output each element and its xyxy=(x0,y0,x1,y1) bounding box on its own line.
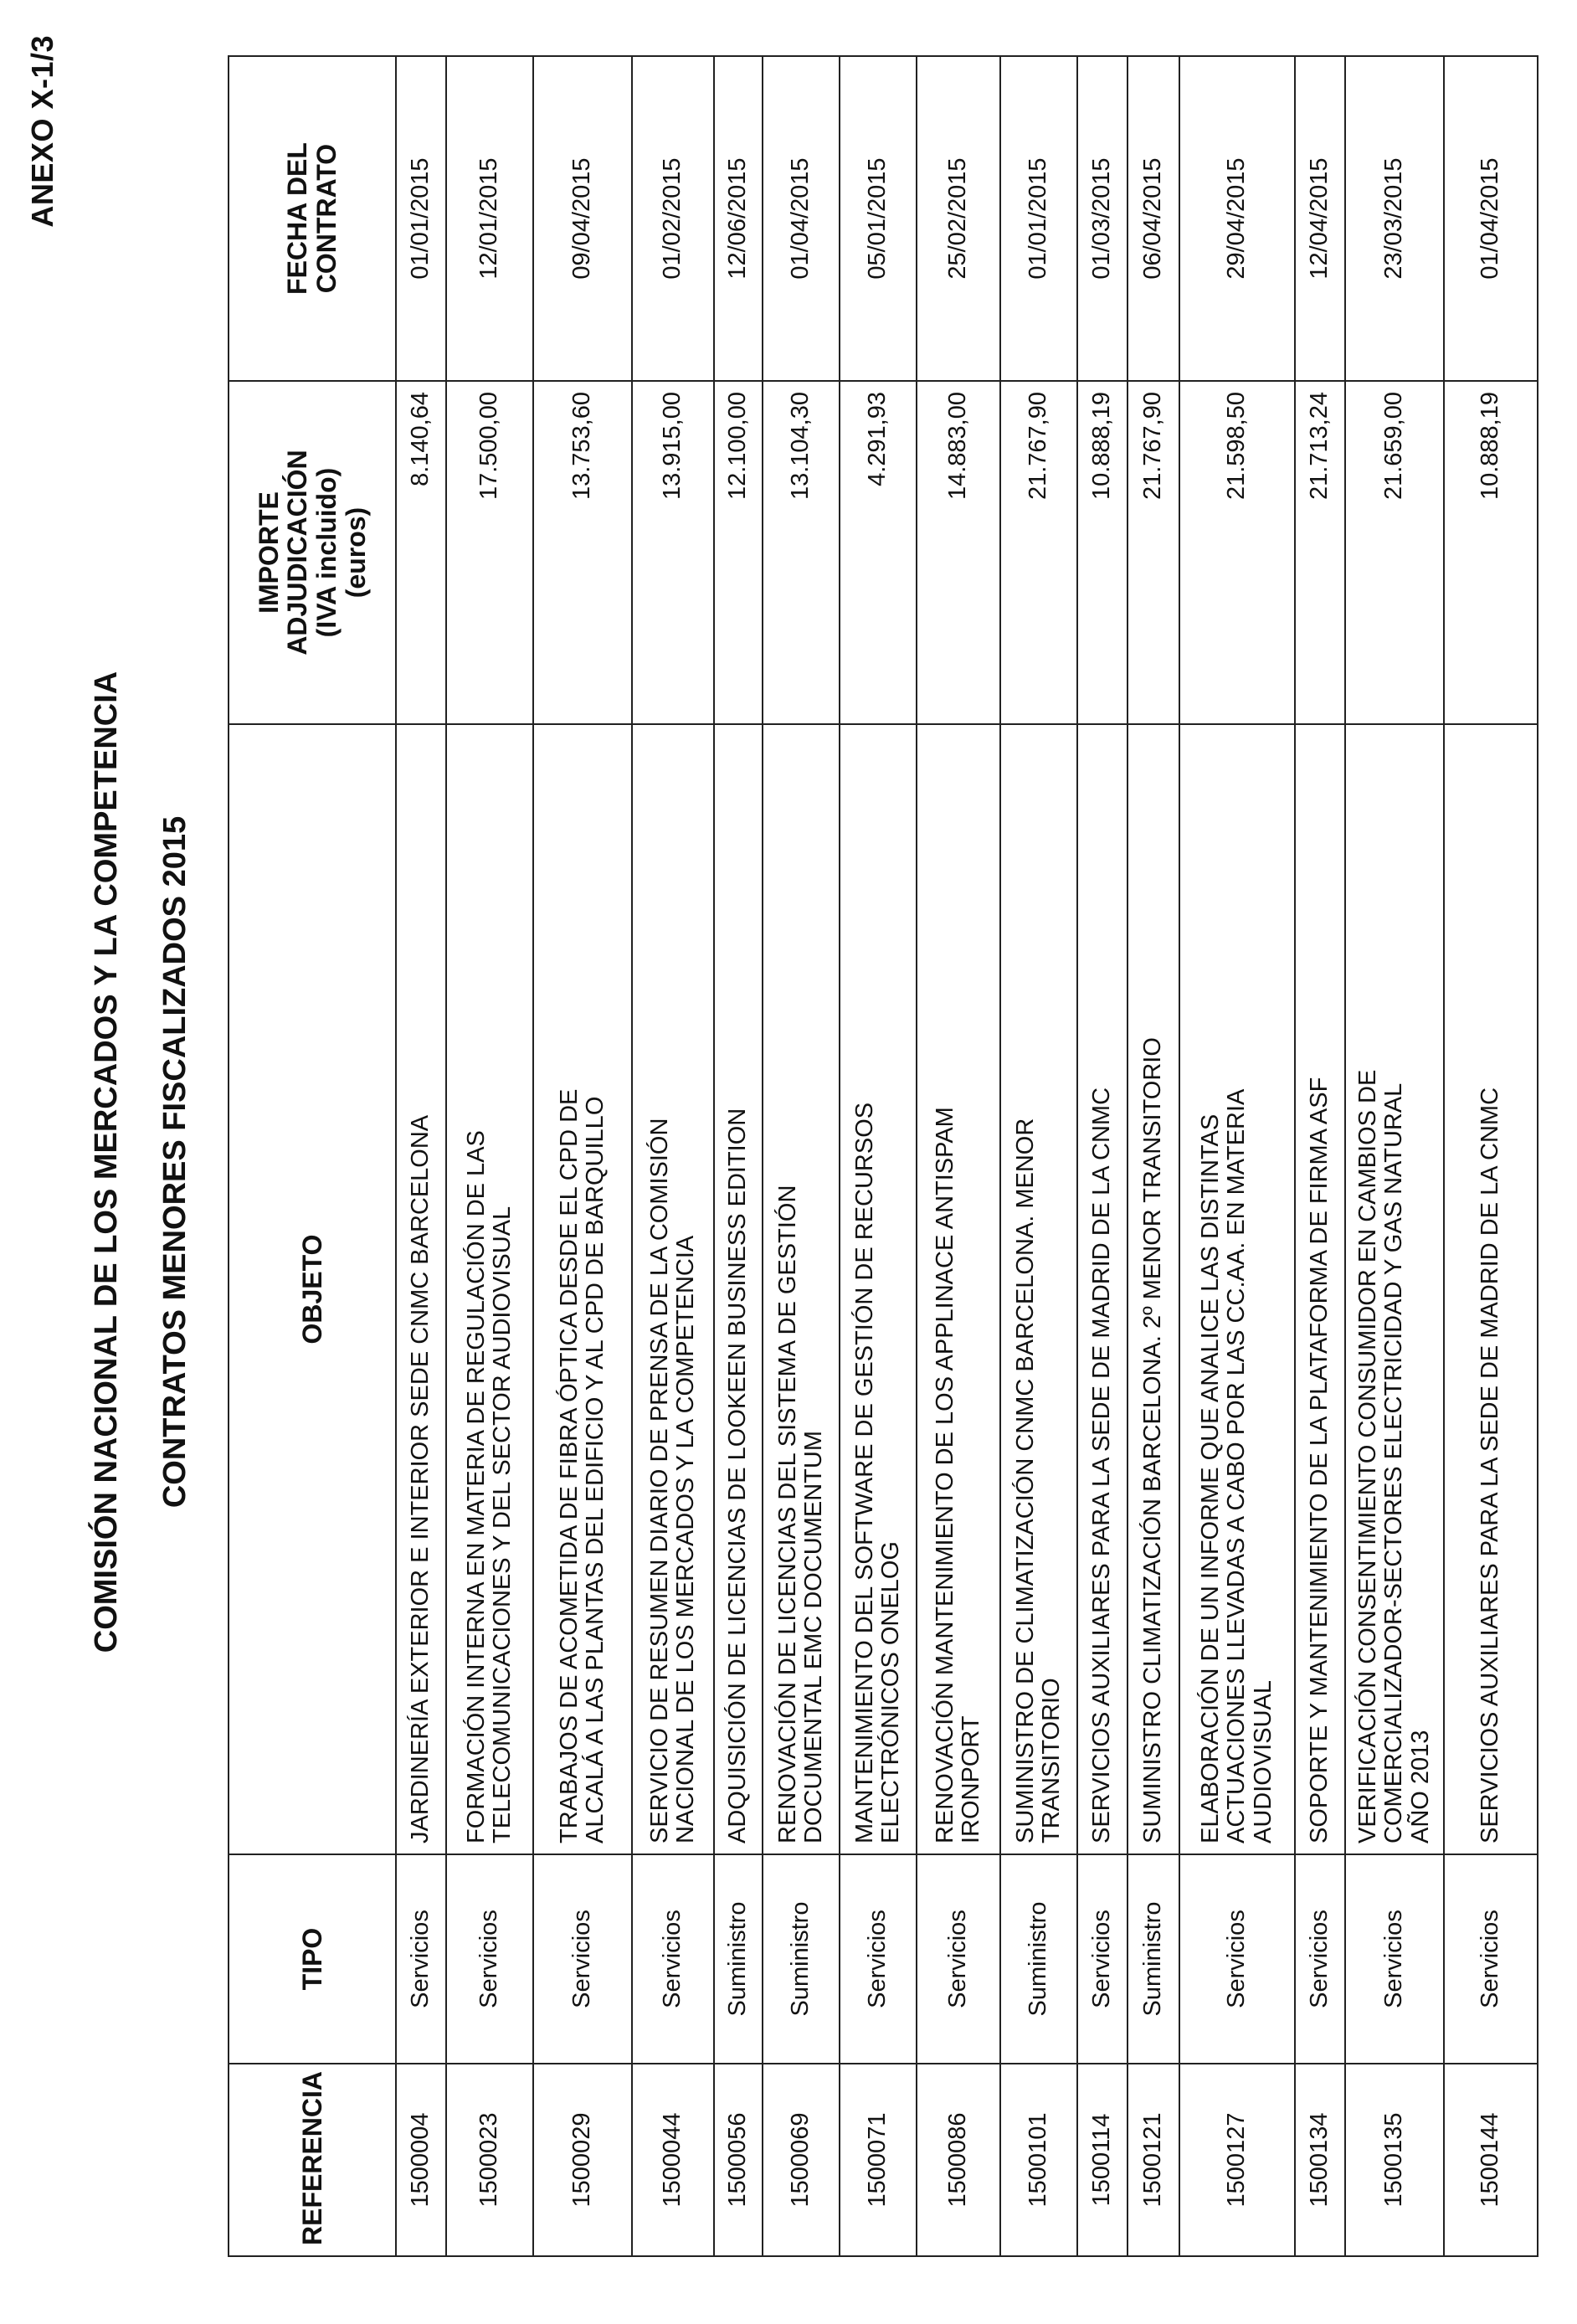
cell-objeto xyxy=(396,724,446,1854)
table-row xyxy=(446,56,533,2256)
cell-tipo: Servicios xyxy=(533,1854,632,2064)
objeto-line: JARDINERÍA EXTERIOR E INTERIOR SEDE CNMC BARCELONA xyxy=(407,1114,434,1843)
header-importe-line: (euros) xyxy=(340,506,371,599)
header-importe xyxy=(229,381,396,724)
objeto-line: NACIONAL DE LOS MERCADOS Y LA COMPETENCIA xyxy=(672,1235,699,1843)
objeto-line: TRABAJOS DE ACOMETIDA DE FIBRA ÓPTICA DESDE EL CPD DE xyxy=(555,1088,583,1843)
cell-importe: 4.291,93 xyxy=(840,381,917,724)
cell-referencia: 1500023 xyxy=(446,2064,533,2256)
cell-objeto xyxy=(714,724,763,1854)
cell-tipo: Servicios xyxy=(917,1854,1000,2064)
contracts-table xyxy=(228,55,1538,2257)
table-row xyxy=(1179,56,1295,2256)
cell-referencia: 1500127 xyxy=(1179,2064,1295,2256)
cell-objeto xyxy=(533,724,632,1854)
header-tipo: TIPO xyxy=(229,1854,396,2064)
cell-referencia: 1500134 xyxy=(1295,2064,1345,2256)
cell-importe: 21.767,90 xyxy=(1000,381,1077,724)
cell-referencia: 1500135 xyxy=(1345,2064,1444,2256)
cell-referencia: 1500101 xyxy=(1000,2064,1077,2256)
cell-objeto xyxy=(840,724,917,1854)
annex-label: ANEXO X-1/3 xyxy=(25,35,59,228)
cell-tipo: Servicios xyxy=(1179,1854,1295,2064)
objeto-line: ELABORACIÓN DE UN INFORME QUE ANALICE LAS DISTINTAS xyxy=(1197,1113,1225,1843)
page-heading: COMISIÓN NACIONAL DE LOS MERCADOS Y LA COMPETENCIA xyxy=(89,671,124,1653)
cell-objeto xyxy=(1345,724,1444,1854)
objeto-line: SUMINISTRO DE CLIMATIZACIÓN CNMC BARCELONA. MENOR xyxy=(1011,1118,1039,1843)
cell-tipo: Servicios xyxy=(1295,1854,1345,2064)
cell-fecha: 25/02/2015 xyxy=(917,56,1000,381)
cell-importe: 13.104,30 xyxy=(763,381,840,724)
cell-tipo: Servicios xyxy=(1077,1854,1128,2064)
header-fecha-line: CONTRATO xyxy=(311,143,342,294)
cell-fecha: 06/04/2015 xyxy=(1128,56,1179,381)
cell-referencia: 1500144 xyxy=(1444,2064,1538,2256)
objeto-line: FORMACIÓN INTERNA EN MATERIA DE REGULACIÓN DE LAS xyxy=(462,1130,490,1843)
cell-importe: 10.888,19 xyxy=(1444,381,1538,724)
objeto-line: RENOVACIÓN DE LICENCIAS DEL SISTEMA DE GESTIÓN xyxy=(773,1185,801,1843)
cell-fecha: 05/01/2015 xyxy=(840,56,917,381)
objeto-line: ALCALÁ A LAS PLANTAS DEL EDIFICIO Y AL CPD DE BARQUILLO xyxy=(582,1096,609,1843)
table-row xyxy=(632,56,714,2256)
cell-referencia: 1500004 xyxy=(396,2064,446,2256)
cell-tipo: Servicios xyxy=(396,1854,446,2064)
cell-tipo: Suministro xyxy=(1128,1854,1179,2064)
cell-referencia: 1500069 xyxy=(763,2064,840,2256)
objeto-line: SERVICIOS AUXILIARES PARA LA SEDE DE MADRID DE LA CNMC xyxy=(1477,1087,1504,1843)
cell-importe: 14.883,00 xyxy=(917,381,1000,724)
cell-tipo: Servicios xyxy=(1444,1854,1538,2064)
cell-referencia: 1500029 xyxy=(533,2064,632,2256)
cell-referencia: 1500056 xyxy=(714,2064,763,2256)
cell-fecha: 09/04/2015 xyxy=(533,56,632,381)
cell-importe: 13.753,60 xyxy=(533,381,632,724)
header-referencia: REFERENCIA xyxy=(229,2064,396,2256)
cell-tipo: Suministro xyxy=(714,1854,763,2064)
table-row xyxy=(1128,56,1179,2256)
objeto-line: AUDIOVISUAL xyxy=(1249,1680,1276,1843)
objeto-line: ACTUACIONES LLEVADAS A CABO POR LAS CC.AA. EN MATERIA xyxy=(1223,1088,1251,1843)
cell-fecha: 01/01/2015 xyxy=(1000,56,1077,381)
objeto-line: RENOVACIÓN MANTENIMIENTO DE LOS APPLINACE ANTISPAM xyxy=(931,1107,958,1843)
cell-tipo: Suministro xyxy=(763,1854,840,2064)
table-row xyxy=(1345,56,1444,2256)
objeto-line: IRONPORT xyxy=(958,1715,984,1843)
cell-fecha: 01/03/2015 xyxy=(1077,56,1128,381)
cell-importe: 13.915,00 xyxy=(632,381,714,724)
cell-objeto xyxy=(1128,724,1179,1854)
header-importe-line: ADJUDICACIÓN xyxy=(282,450,313,656)
table-row xyxy=(533,56,632,2256)
cell-importe: 21.659,00 xyxy=(1345,381,1444,724)
cell-fecha: 01/04/2015 xyxy=(763,56,840,381)
header-fecha-line: FECHA DEL xyxy=(282,142,313,295)
cell-importe: 21.598,50 xyxy=(1179,381,1295,724)
cell-objeto xyxy=(1295,724,1345,1854)
table-row xyxy=(840,56,917,2256)
table-row xyxy=(1077,56,1128,2256)
objeto-line: MANTENIMIENTO DEL SOFTWARE DE GESTIÓN DE RECURSOS xyxy=(850,1102,878,1843)
objeto-line: TRANSITORIO xyxy=(1038,1678,1065,1843)
cell-objeto xyxy=(446,724,533,1854)
table-header-row xyxy=(229,56,396,2256)
cell-objeto xyxy=(1077,724,1128,1854)
objeto-line: SERVICIO DE RESUMEN DIARIO DE PRENSA DE LA COMISIÓN xyxy=(645,1118,673,1843)
cell-objeto xyxy=(1444,724,1538,1854)
cell-objeto xyxy=(632,724,714,1854)
cell-fecha: 29/04/2015 xyxy=(1179,56,1295,381)
cell-importe: 21.713,24 xyxy=(1295,381,1345,724)
table-row xyxy=(1000,56,1077,2256)
objeto-line: DOCUMENTAL EMC DOCUMENTUM xyxy=(800,1431,827,1843)
table-row xyxy=(763,56,840,2256)
cell-objeto xyxy=(1179,724,1295,1854)
objeto-line: SOPORTE Y MANTENIMIENTO DE LA PLATAFORMA DE FIRMA ASF xyxy=(1306,1077,1333,1843)
cell-importe: 12.100,00 xyxy=(714,381,763,724)
cell-tipo: Servicios xyxy=(632,1854,714,2064)
header-importe-line: IMPORTE xyxy=(253,491,284,614)
header-importe-line: (IVA incluido) xyxy=(311,467,342,638)
table-row xyxy=(1295,56,1345,2256)
cell-fecha: 23/03/2015 xyxy=(1345,56,1444,381)
cell-tipo: Servicios xyxy=(446,1854,533,2064)
cell-fecha: 01/01/2015 xyxy=(396,56,446,381)
objeto-line: TELECOMUNICACIONES Y DEL SECTOR AUDIOVISUAL xyxy=(489,1206,516,1843)
header-objeto: OBJETO xyxy=(229,724,396,1854)
cell-importe: 21.767,90 xyxy=(1128,381,1179,724)
cell-fecha: 01/04/2015 xyxy=(1444,56,1538,381)
cell-referencia: 1500086 xyxy=(917,2064,1000,2256)
objeto-line: VERIFICACIÓN CONSENTIMIENTO CONSUMIDOR EN CAMBIOS DE xyxy=(1354,1069,1382,1843)
objeto-line: ELECTRÓNICOS ONELOG xyxy=(877,1541,904,1843)
cell-tipo: Servicios xyxy=(1345,1854,1444,2064)
cell-fecha: 01/02/2015 xyxy=(632,56,714,381)
cell-fecha: 12/06/2015 xyxy=(714,56,763,381)
table-row xyxy=(714,56,763,2256)
cell-importe: 8.140,64 xyxy=(396,381,446,724)
cell-importe: 17.500,00 xyxy=(446,381,533,724)
objeto-line: COMERCIALIZADOR-SECTORES ELECTRICIDAD Y GAS NATURAL xyxy=(1380,1082,1408,1843)
cell-referencia: 1500114 xyxy=(1077,2064,1128,2256)
objeto-line: ADQUISICIÓN DE LICENCIAS DE LOOKEEN BUSINESS EDITION xyxy=(724,1108,752,1843)
cell-objeto xyxy=(763,724,840,1854)
cell-fecha: 12/04/2015 xyxy=(1295,56,1345,381)
table-row xyxy=(917,56,1000,2256)
cell-referencia: 1500071 xyxy=(840,2064,917,2256)
cell-referencia: 1500121 xyxy=(1128,2064,1179,2256)
table-row xyxy=(396,56,446,2256)
objeto-line: SUMINISTRO CLIMATIZACIÓN BARCELONA. 2º MENOR TRANSITORIO xyxy=(1139,1037,1167,1843)
cell-referencia: 1500044 xyxy=(632,2064,714,2256)
objeto-line: AÑO 2013 xyxy=(1406,1730,1434,1843)
cell-tipo: Servicios xyxy=(840,1854,917,2064)
cell-objeto xyxy=(1000,724,1077,1854)
objeto-line: SERVICIOS AUXILIARES PARA LA SEDE DE MADRID DE LA CNMC xyxy=(1088,1087,1116,1843)
header-fecha xyxy=(229,56,396,381)
cell-importe: 10.888,19 xyxy=(1077,381,1128,724)
cell-fecha: 12/01/2015 xyxy=(446,56,533,381)
cell-tipo: Suministro xyxy=(1000,1854,1077,2064)
table-row xyxy=(1444,56,1538,2256)
cell-objeto xyxy=(917,724,1000,1854)
page-subheading: CONTRATOS MENORES FISCALIZADOS 2015 xyxy=(157,815,193,1509)
